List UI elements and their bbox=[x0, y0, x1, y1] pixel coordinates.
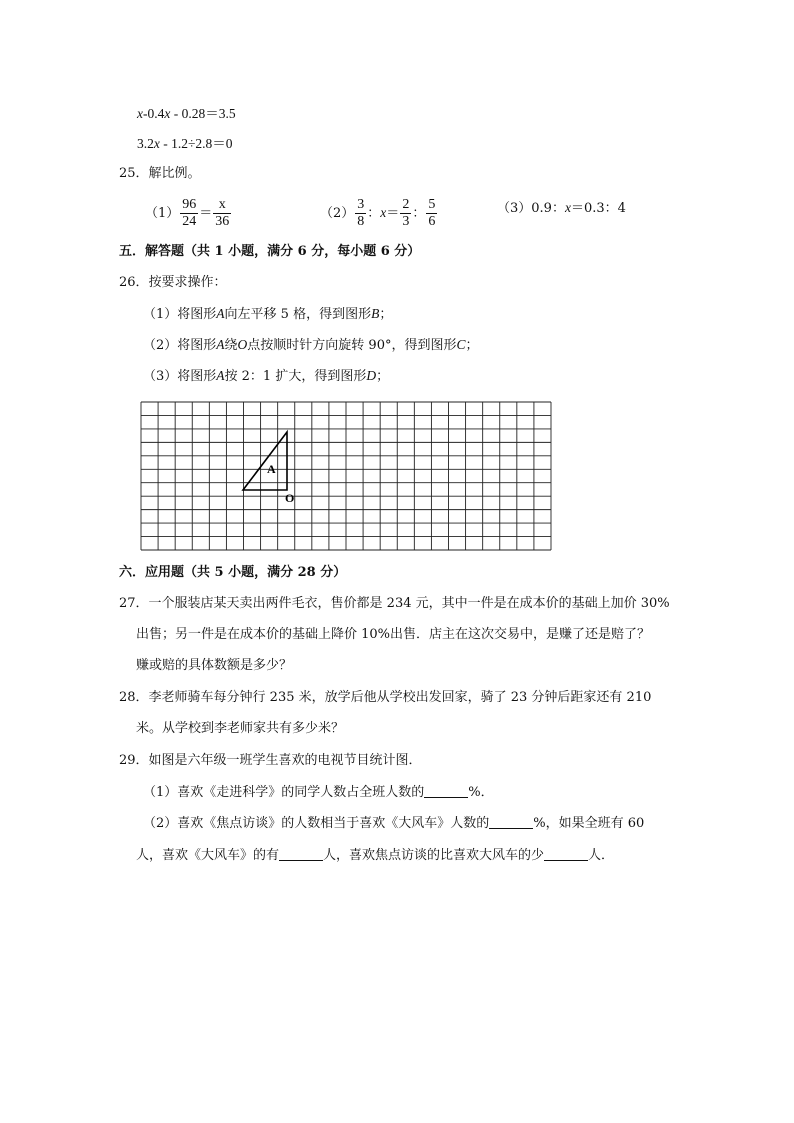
denominator: 8 bbox=[357, 214, 365, 229]
numerator: x bbox=[213, 197, 231, 214]
q25-part1 bbox=[145, 197, 232, 230]
section-heading-5: 五．解答题（共 1 小题，满分 6 分，每小题 6 分） bbox=[119, 244, 421, 259]
q29-part3 bbox=[136, 846, 614, 866]
q26-step3 bbox=[143, 366, 389, 387]
text: （2）将图形 bbox=[143, 338, 217, 353]
equals: ＝ bbox=[199, 206, 213, 221]
shape-letter: D bbox=[366, 368, 377, 383]
text: （2）喜欢《焦点访谈》的人数相当于喜欢《大风车》人数的 bbox=[143, 816, 490, 831]
grid-figure bbox=[140, 401, 552, 551]
shape-letter: A bbox=[216, 337, 225, 352]
fraction bbox=[426, 197, 437, 230]
answer-blank[interactable] bbox=[279, 846, 323, 861]
eq-part: 3.2 bbox=[137, 136, 154, 151]
eq-part: - 0.28＝3.5 bbox=[170, 106, 236, 121]
shape-letter: A bbox=[216, 306, 225, 321]
q29-part2 bbox=[143, 814, 644, 834]
fraction bbox=[180, 197, 198, 230]
text: %，如果全班有 60 bbox=[533, 816, 645, 831]
part-label: （3）0.9： bbox=[497, 201, 565, 216]
var-x: x bbox=[380, 205, 387, 220]
shape-letter: C bbox=[456, 337, 466, 352]
ratio-colon: ： bbox=[412, 206, 426, 221]
text: 绕 bbox=[224, 338, 238, 353]
denominator: 6 bbox=[428, 214, 436, 229]
text: 人，喜欢《大风车》的有 bbox=[136, 848, 280, 863]
text: （1）喜欢《走进科学》的同学人数占全班人数的 bbox=[143, 785, 425, 800]
answer-blank[interactable] bbox=[544, 846, 588, 861]
label-a: A bbox=[267, 462, 276, 476]
q26-step2 bbox=[143, 335, 479, 356]
equals: ＝ bbox=[386, 206, 400, 221]
q25-part2 bbox=[320, 197, 438, 230]
grid-lines bbox=[141, 402, 551, 550]
q26-title: 26．按要求操作： bbox=[119, 275, 227, 290]
q26-step1 bbox=[143, 304, 392, 325]
shape-letter: B bbox=[371, 306, 380, 321]
text: %． bbox=[468, 785, 494, 800]
text: ； bbox=[376, 369, 390, 384]
fraction bbox=[213, 197, 231, 230]
triangle-a bbox=[243, 432, 287, 490]
text: 人，喜欢焦点访谈的比喜欢大风车的少 bbox=[323, 848, 545, 863]
point-letter: O bbox=[237, 337, 248, 352]
q25-part3 bbox=[497, 198, 626, 219]
equation-a bbox=[137, 104, 236, 124]
text: ； bbox=[465, 338, 479, 353]
q29-title: 29．如图是六年级一班学生喜欢的电视节目统计图． bbox=[119, 753, 422, 768]
part-label: （2） bbox=[320, 206, 355, 221]
text: 按 2：1 扩大，得到图形 bbox=[224, 369, 367, 384]
ratio-colon: ： bbox=[367, 206, 381, 221]
equation-b bbox=[137, 134, 233, 154]
fraction bbox=[400, 197, 411, 230]
section-heading-6: 六．应用题（共 5 小题，满分 28 分） bbox=[119, 565, 347, 580]
text: 点按顺时针方向旋转 90°，得到图形 bbox=[247, 338, 457, 353]
q28-line2: 米。从学校到李老师家共有多少米？ bbox=[136, 721, 345, 736]
eq-part: -0.4 bbox=[143, 106, 165, 121]
q27-line1: 27．一个服装店某天卖出两件毛衣，售价都是 234 元，其中一件是在成本价的基础上加价 30% bbox=[119, 596, 670, 611]
var-x: x bbox=[137, 106, 143, 121]
eq-part: ＝0.3：4 bbox=[570, 201, 626, 216]
fraction bbox=[355, 197, 366, 230]
text: 向左平移 5 格，得到图形 bbox=[224, 307, 372, 322]
denominator: 24 bbox=[182, 214, 197, 229]
q28-line1: 28．李老师骑车每分钟行 235 米，放学后他从学校出发回家，骑了 23 分钟后距家还有 210 bbox=[119, 690, 652, 705]
answer-blank[interactable] bbox=[489, 814, 533, 829]
q25-title: 25．解比例。 bbox=[119, 166, 201, 181]
text: ； bbox=[379, 307, 393, 322]
var-x: x bbox=[153, 136, 160, 151]
text: （1）将图形 bbox=[143, 307, 217, 322]
text: 人． bbox=[588, 848, 615, 863]
part-label: （1） bbox=[145, 206, 180, 221]
shape-letter: A bbox=[216, 368, 225, 383]
q27-line3: 赚或赔的具体数额是多少？ bbox=[136, 658, 293, 673]
numerator: 3 bbox=[357, 197, 365, 212]
var-x: x bbox=[564, 200, 571, 215]
answer-blank[interactable] bbox=[424, 783, 468, 798]
denominator: 3 bbox=[402, 214, 410, 229]
numerator: 96 bbox=[182, 197, 197, 212]
numerator: 2 bbox=[402, 197, 410, 212]
var-x: x bbox=[164, 106, 171, 121]
q27-line2: 出售；另一件是在成本价的基础上降价 10%出售．店主在这次交易中，是赚了还是赔了？ bbox=[136, 627, 651, 642]
denominator: 36 bbox=[215, 214, 230, 229]
numerator: 5 bbox=[428, 197, 436, 212]
eq-part: - 1.2÷2.8＝0 bbox=[159, 136, 233, 151]
text: （3）将图形 bbox=[143, 369, 217, 384]
label-o: O bbox=[285, 491, 295, 505]
q29-part1 bbox=[143, 783, 494, 803]
